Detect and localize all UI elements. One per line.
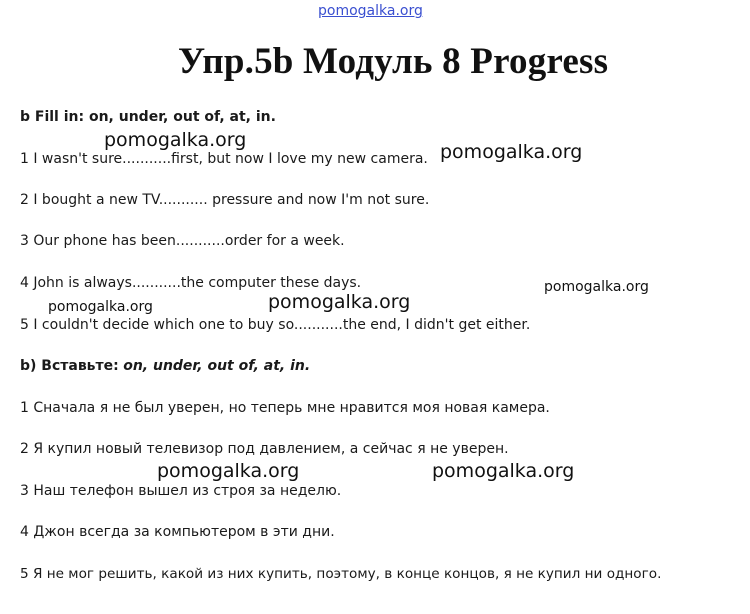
watermark-text: pomogalka.org (104, 129, 247, 151)
exercise-prompt-russian (20, 358, 310, 374)
exercise-item-russian: 1 Сначала я не был уверен, но теперь мне нравится моя новая камера. (20, 400, 550, 416)
exercise-item-russian: 3 Наш телефон вышел из строя за неделю. (20, 483, 342, 499)
page-title: Упр.5b Модуль 8 Progress (178, 41, 609, 82)
watermark-text: pomogalka.org (432, 460, 575, 482)
exercise-item-english: 1 I wasn't sure...........first, but now I love my new camera. (20, 151, 428, 167)
header-watermark-link[interactable]: pomogalka.org (318, 3, 423, 19)
watermark-text: pomogalka.org (544, 279, 649, 295)
prompt-label: b) Вставьте: (20, 358, 119, 374)
exercise-item-russian: 2 Я купил новый телевизор под давлением, а сейчас я не уверен. (20, 441, 509, 457)
watermark-text: pomogalka.org (157, 460, 300, 482)
exercise-item-english: 2 I bought a new TV........... pressure and now I'm not sure. (20, 192, 430, 208)
exercise-item-russian: 5 Я не мог решить, какой из них купить, поэтому, в конце концов, я не купил ни одного. (20, 566, 662, 582)
watermark-text: pomogalka.org (48, 299, 153, 315)
prompt-words: on, under, out of, at, in. (123, 358, 311, 374)
exercise-item-english: 3 Our phone has been...........order for a week. (20, 233, 345, 249)
watermark-text: pomogalka.org (440, 141, 583, 163)
exercise-item-english: 5 I couldn't decide which one to buy so...........the end, I didn't get either. (20, 317, 531, 333)
exercise-item-russian: 4 Джон всегда за компьютером в эти дни. (20, 524, 335, 540)
watermark-text: pomogalka.org (268, 291, 411, 313)
exercise-prompt-english: b Fill in: on, under, out of, at, in. (20, 109, 276, 125)
exercise-item-english: 4 John is always...........the computer these days. (20, 275, 362, 291)
